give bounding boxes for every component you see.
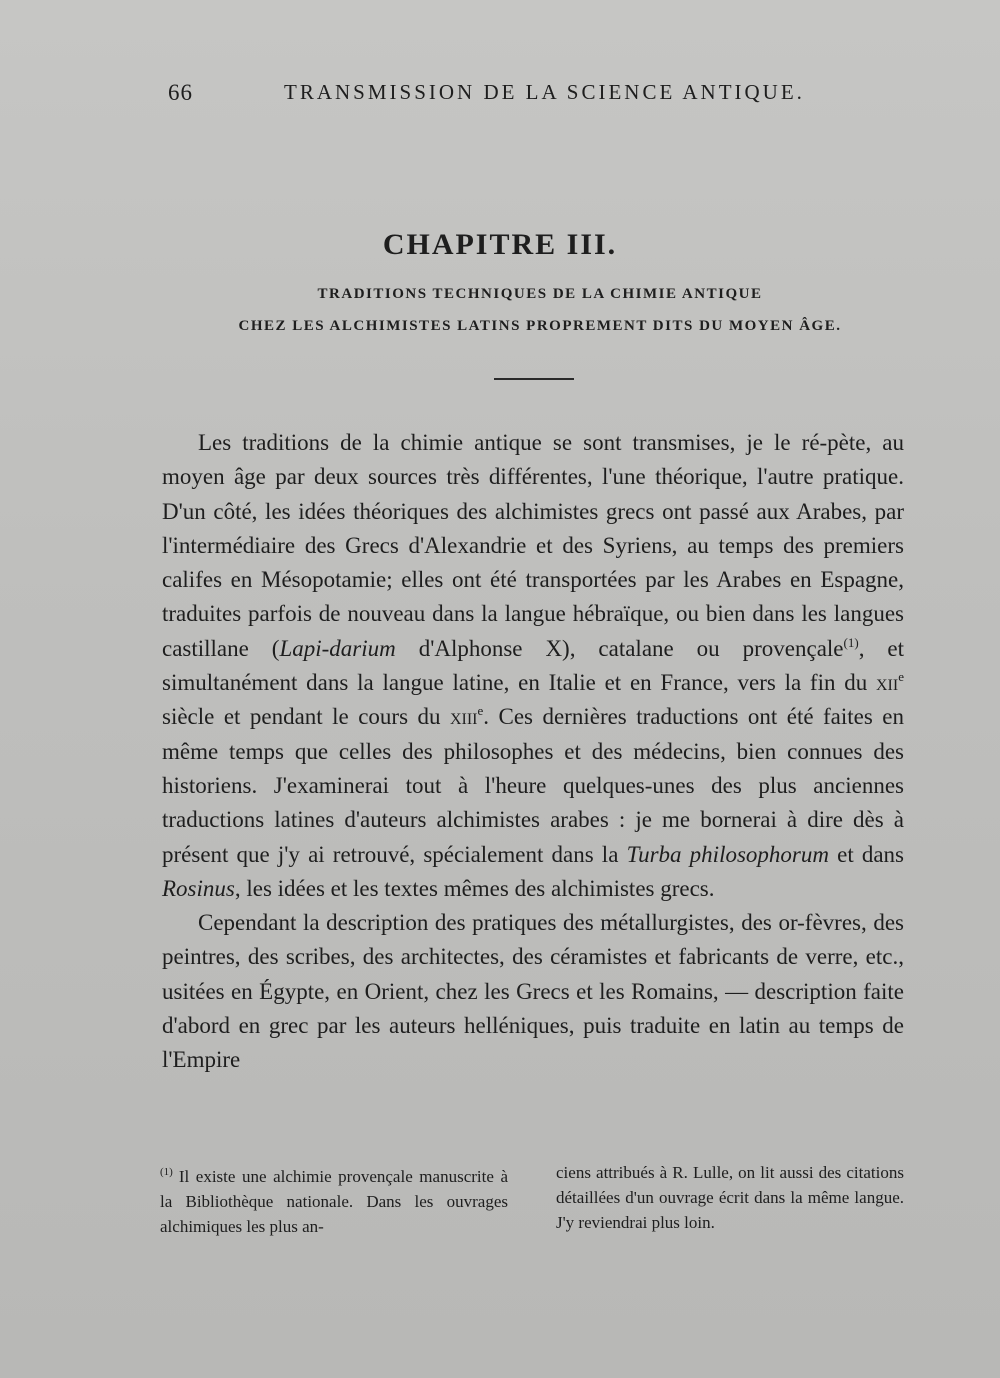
footnote-col-1 [160, 1160, 508, 1239]
paragraph-2: Cependant la description des pratiques des métallurgistes, des or-fèvres, des peintres, des scribes, des architectes, des céramistes et fabricants de verre, etc., usitées en Égypte, en Orient, chez les Grecs et les Romains, — description faite d'abord en grec par les auteurs helléniques, puis traduite en latin au temps de l'Empire [162, 910, 904, 1073]
chapter-subtitle-line2: CHEZ LES ALCHIMISTES LATINS PROPREMENT DITS DU MOYEN ÂGE. [238, 318, 842, 334]
footnote-text-1: Il existe une alchimie provençale manuscrite à la Bibliothèque nationale. Dans les ouvrages alchimiques les plus an- [160, 1167, 508, 1236]
p1-century-xiii-sup: e [477, 703, 484, 719]
page-number: 66 [168, 80, 193, 105]
paragraph-1 [162, 426, 904, 906]
body-text [162, 426, 904, 1078]
p1-century-xiii: xiii [449, 704, 478, 730]
p1-rosinus: Rosinus [162, 875, 235, 901]
p1-century-xii-sup: e [898, 669, 904, 685]
section-divider [494, 378, 574, 380]
p1-turba: Turba philosophorum [626, 841, 829, 867]
p1-text-f: et dans [828, 841, 905, 867]
running-title: TRANSMISSION DE LA SCIENCE ANTIQUE. [284, 80, 805, 104]
p1-text-c: , et simultanément dans la langue latine, en Italie et en France, vers la fin du [162, 635, 904, 696]
p1-text-d: siècle et pendant le cours du [162, 704, 450, 730]
footnote-col-2: ciens attribués à R. Lulle, on lit aussi des citations détaillées d'un ouvrage écrit dans la même langue. J'y reviendrai plus loin. [556, 1163, 904, 1232]
p1-text-g: , les idées et les textes mêmes des alchimistes grecs. [234, 875, 715, 901]
chapter-subtitle-line1: TRADITIONS TECHNIQUES DE LA CHIMIE ANTIQUE [317, 286, 763, 302]
chapter-title: CHAPITRE III. [382, 228, 618, 261]
p1-text-b: d'Alphonse X), catalane ou provençale [395, 635, 844, 661]
p1-lapidarium: Lapi-darium [279, 635, 396, 661]
footnote-reference[interactable]: (1) [843, 634, 859, 650]
page-header [0, 80, 1000, 116]
p1-text-e: . Ces dernières traductions ont été faites en même temps que celles des philosophes et des médecins, bien connues des historiens. J'examinerai tout à l'heure quelques-unes des plus anciennes traductions latines d'auteurs alchimistes arabes : je me bornerai à dire dès à présent que j'y ai retrouvé, spécialement dans la [162, 704, 904, 867]
p1-text-a: Les traditions de la chimie antique se sont transmises, je le ré-pète, au moyen âge par deux sources très différentes, l'une théorique, l'autre pratique. D'un côté, les idées théoriques des alchimistes grecs ont passé aux Arabes, par l'intermédiaire des Grecs d'Alexandrie et des Syriens, au temps des premiers califes en Mésopotamie; elles ont été transportées par les Arabes en Espagne, traduites parfois de nouveau dans la langue hébraïque, ou bien dans les langues castillane ( [162, 430, 904, 661]
footnote-marker: (1) [160, 1166, 173, 1178]
footnotes [160, 1160, 904, 1239]
p1-century-xii: xii [876, 670, 899, 696]
